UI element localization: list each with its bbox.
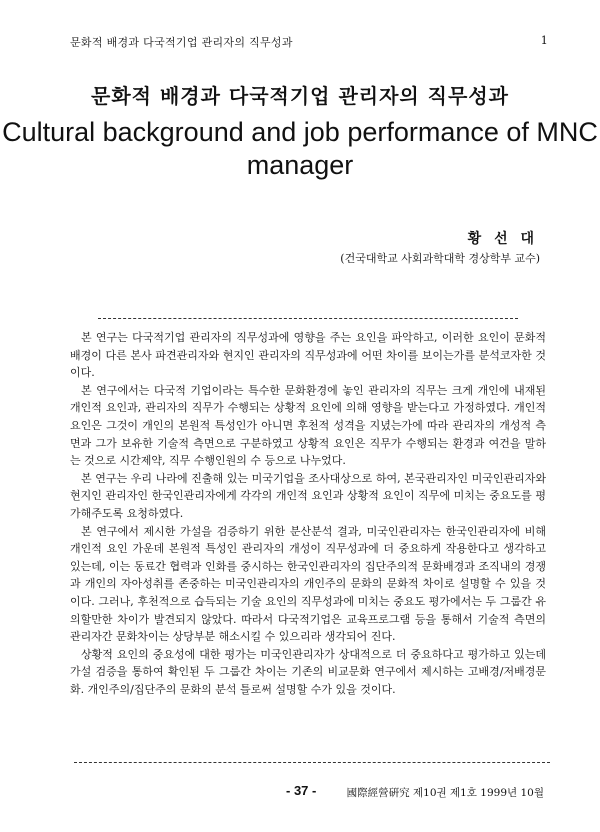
footer-page-number: - 37 - [286,783,317,798]
abstract-paragraph-3: 본 연구는 우리 나라에 진출해 있는 미국기업을 조사대상으로 하여, 본국관리자인 미국인관리자와 현지인 관리자인 한국인관리자에게 각각의 개인적 요인과 상황적 요인이 직무에 미치는 중요도를 평가해주도록 요청하였다. [70,471,546,520]
abstract [70,329,546,698]
author-name: 황 선 대 [467,231,538,247]
title-korean: 문화적 배경과 다국적기업 관리자의 직무성과 [91,84,509,108]
abstract-paragraph-5: 상황적 요인의 중요성에 대한 평가는 미국인관리자가 상대적으로 더 중요하다고 평가하고 있는데 가설 검증을 통하여 확인된 두 그룹간 차이는 기존의 비교문화 연구에서 제시하는 고배경/저배경문화. 개인주의/집단주의 문화의 분석 틀로써 설명할 수가 있을 것이다. [70,647,546,696]
running-header [70,34,548,50]
title-english: Cultural background and job performance of MNC manager [2,117,598,180]
author-affiliation: (건국대학교 사회과학대학 경상학부 교수) [340,252,540,265]
abstract-paragraph-2: 본 연구에서는 다국적 기업이라는 특수한 문화환경에 놓인 관리자의 직무는 크게 개인에 내재된 개인적 요인과, 관리자의 직무가 수행되는 상황적 요인에 의해 영향을 받는다고 가정하였다. 개인적 요인은 그것이 개인의 본원적 특성인가 아니면 후천적 성격을 지녔는가에 따라 관리자의 개성적 측면과 그가 보유한 기술적 측면으로 구분하였고 상황적 요인은 직무가 수행되는 환경과 여건을 말하는 것으로 시간제약, 직무 수행인원의 수 등으로 나누었다. [70,383,546,468]
running-head-title: 문화적 배경과 다국적기업 관리자의 직무성과 [70,36,293,49]
running-head-page-number: 1 [540,34,548,47]
footer-journal-citation: 國際經營硏究 제10권 제1호 1999년 10월 [346,787,544,799]
top-divider [98,318,518,319]
abstract-paragraph-1: 본 연구는 다국적기업 관리자의 직무성과에 영향을 주는 요인을 파악하고, 이러한 요인이 문화적 배경이 다른 본사 파견관리자와 현지인 관리자의 직무성과에 어떤 차이를 보이는가를 분석코자한 것이다. [70,331,546,380]
bottom-divider [74,762,550,763]
abstract-paragraph-4: 본 연구에서 제시한 가설을 검증하기 위한 분산분석 결과, 미국인관리자는 한국인관리자에 비해 개인적 요인 가운데 본원적 특성인 관리자의 개성이 직무성과에 더 중요하게 작용한다고 생각하고 있는데, 이는 동료간 협력과 인화를 중시하는 한국인관리자의 집단주의적 문화배경과 조직내의 경쟁과 개인의 자아성취를 존중하는 미국인관리자의 개인주의 문화의 문화적 차이로 설명할 수 있을 것이다. 그러나, 후천적으로 습득되는 기술 요인의 직무성과에 미치는 중요도 평가에서는 두 그룹간 유의할만한 차이가 발견되지 않았다. 따라서 다국적기업은 교육프로그램 등을 통해서 기술적 측면의 관리자간 문화차이는 상당부분 해소시킬 수 있으리라 생각되어 진다. [70,524,546,644]
